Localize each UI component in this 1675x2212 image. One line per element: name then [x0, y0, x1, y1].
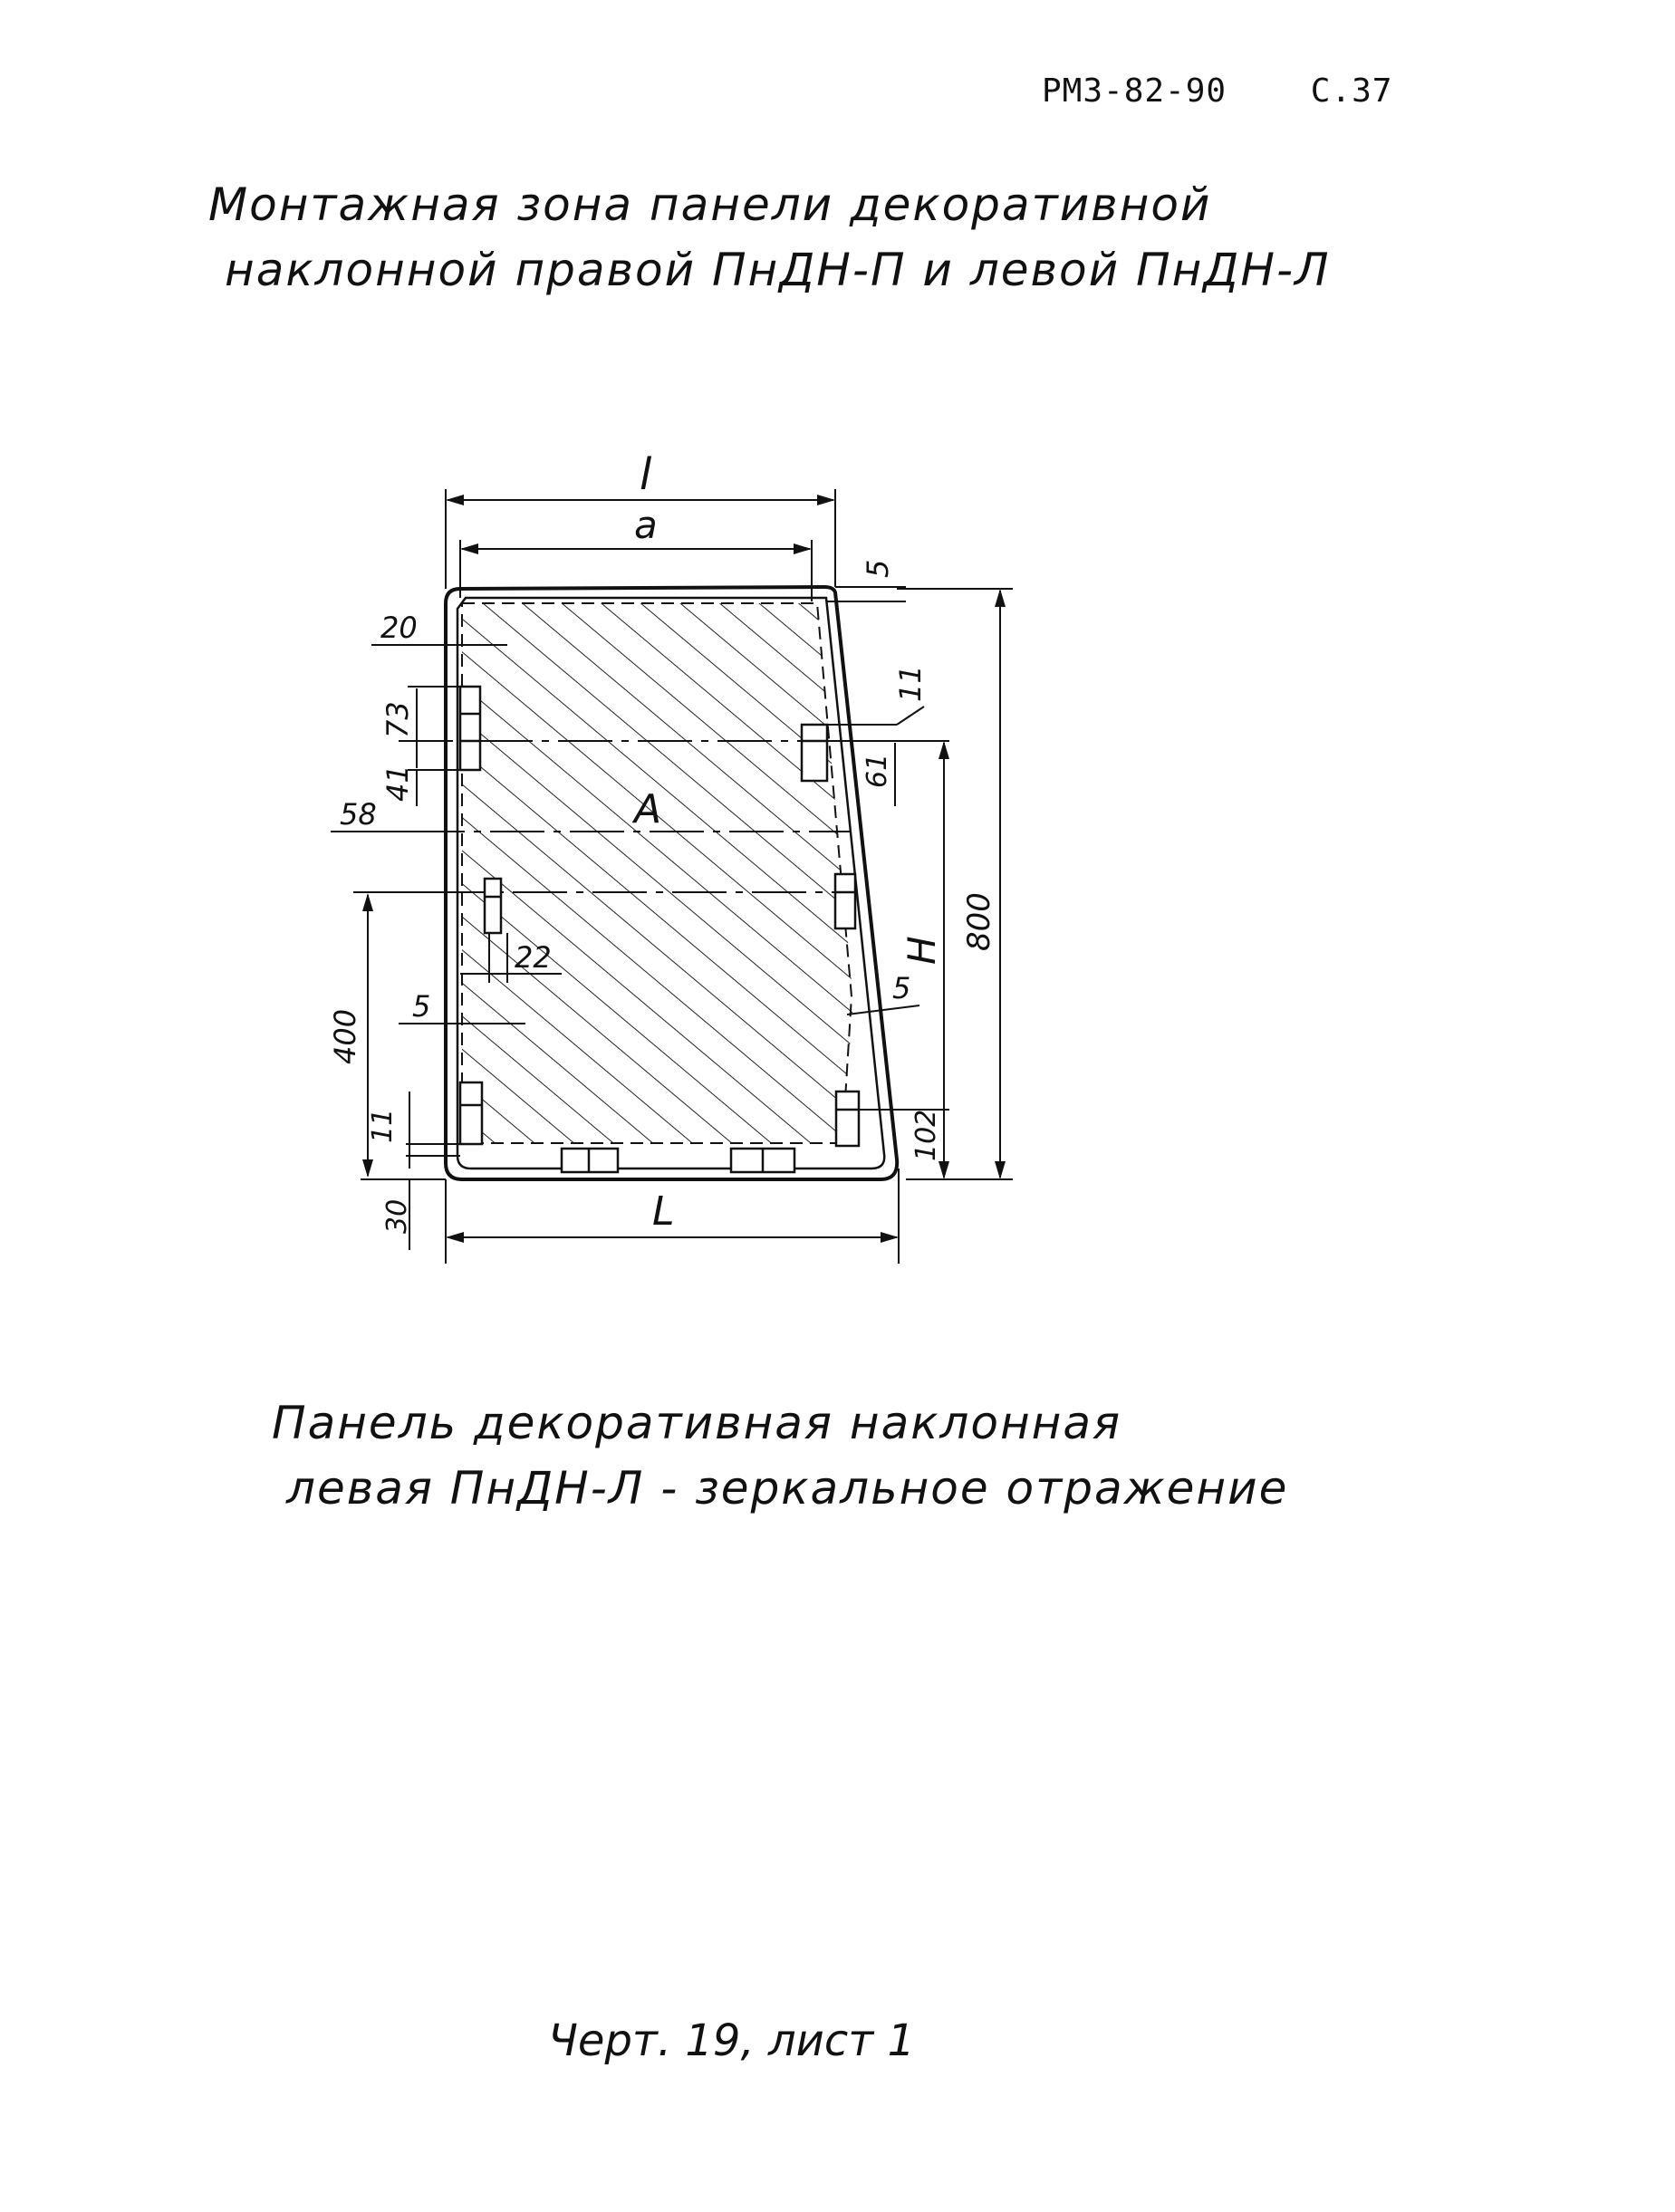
dim-73: 73 [380, 701, 415, 738]
dim-400: 400 [328, 1008, 362, 1064]
dim-11-bottom: 11 [367, 1108, 399, 1143]
mounting-zone-hatch [462, 603, 853, 1143]
dim-22: 22 [515, 940, 552, 975]
label-A: A [634, 786, 662, 832]
dim-5-right: 5 [892, 971, 911, 1005]
sheet-label: Черт. 19, лист 1 [548, 2015, 915, 2066]
dim-30: 30 [381, 1198, 413, 1234]
dim-20: 20 [380, 611, 418, 645]
drawing-caption [272, 1390, 1288, 1521]
dim-5-top: 5 [861, 559, 895, 578]
dim-61: 61 [862, 753, 893, 788]
title-line-2: наклонной правой ПнДН-П и левой ПнДН-Л [225, 244, 1331, 296]
page-number: С.37 [1310, 72, 1393, 110]
caption-line-2: левая ПнДН-Л - зеркальное отражение [286, 1462, 1289, 1515]
label-l: l [640, 449, 652, 500]
dim-800: 800 [961, 892, 997, 951]
dim-11-right: 11 [893, 665, 928, 702]
dim-5-left: 5 [412, 989, 431, 1024]
title-line-1: Монтажная зона панели декоративной [208, 178, 1212, 231]
caption-line-1: Панель декоративная наклонная [272, 1397, 1122, 1449]
dim-58: 58 [340, 797, 377, 832]
document-code: РМЗ-82-90 [1042, 72, 1227, 110]
dim-41: 41 [380, 765, 415, 802]
label-a: a [634, 503, 658, 547]
label-L: L [652, 1188, 675, 1235]
label-H: H [900, 936, 944, 965]
dim-102: 102 [910, 1109, 942, 1161]
